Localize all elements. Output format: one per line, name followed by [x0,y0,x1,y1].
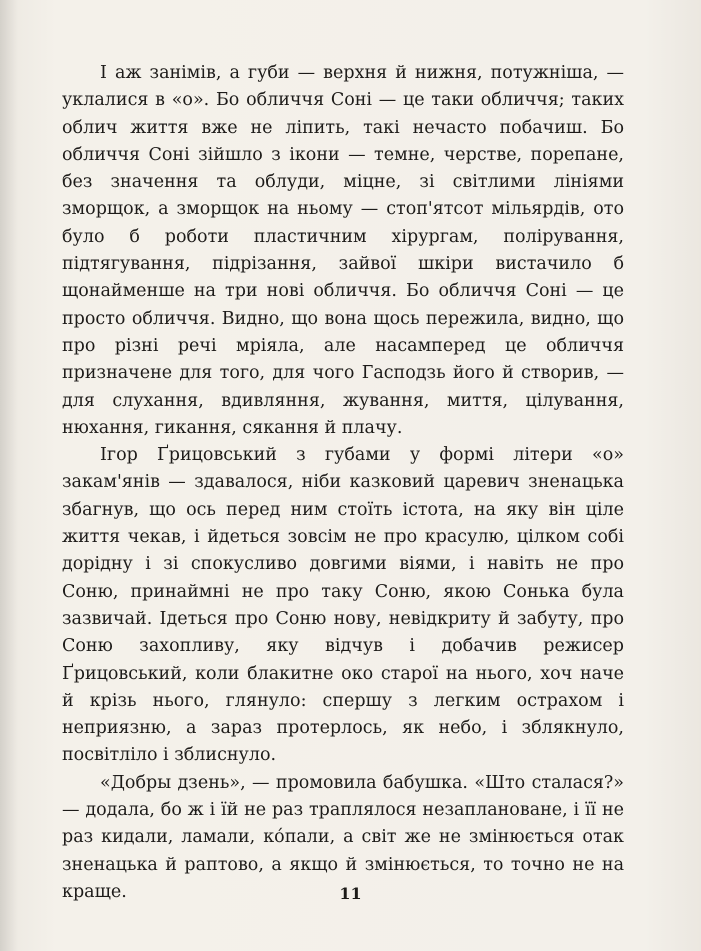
page-fold-shadow [0,0,18,951]
paragraph-3: «Добры дзень», — промовила бабушка. «Што сталася?» — додала, бо ж і їй не раз траплялося незаплановане, і її не раз кидали, ламали, кóпали, а світ же не змінюється отак зненацька й раптово, а якщо й змінюється, то точно не на краще. [62,772,624,902]
body-text [62,60,624,906]
paragraph-1: І аж занімів, а губи — верхня й нижня, потужніша, — уклалися в «о». Бо обличчя Соні — це таки обличчя; таких облич життя вже не ліпить, такі нечасто побачиш. Бо обличчя Соні зійшло з ікони — темне, черстве, порепане, без значення та облуди, міцне, зі світлими лініями зморщок, а зморщок на ньому — стоп'ятсот мільярдів, ото було б роботи пластичним хірургам, полірування, підтягування, підрізання, зайвої шкіри вистачило б щонайменше на три нові обличчя. Бо обличчя Соні — це просто обличчя. Видно, що вона щось пережила, видно, що про різні речі мріяла, але насамперед це обличчя призначене для того, для чого Гасподзь його й створив, — для слухання, вдивляння, жування, миття, цілування, нюхання, гикання, сякання й плачу. [62,63,624,438]
page-number: 11 [339,884,362,903]
paragraph-2: Ігор Ґрицовський з губами у формі літери «о» закам'янів — здавалося, ніби казковий царевич зненацька збагнув, що ось перед ним стоїть істота, на яку він ціле життя чекав, і йдеться зовсім не про красулю, цілком собі дорідну і зі спокусливо довгими віями, і навіть не про Соню, принаймні не про таку Соню, якою Сонька була зазвичай. Ідеться про Соню нову, невідкриту й забуту, про Соню захопливу, яку відчув і добачив режисер Ґрицовський, коли блакитне око старої на нього, хоч наче й крізь нього, глянуло: спершу з легким острахом і неприязню, а зараз протерлось, як небо, і зблякнуло, посвітліло і зблиснуло. [62,445,624,766]
